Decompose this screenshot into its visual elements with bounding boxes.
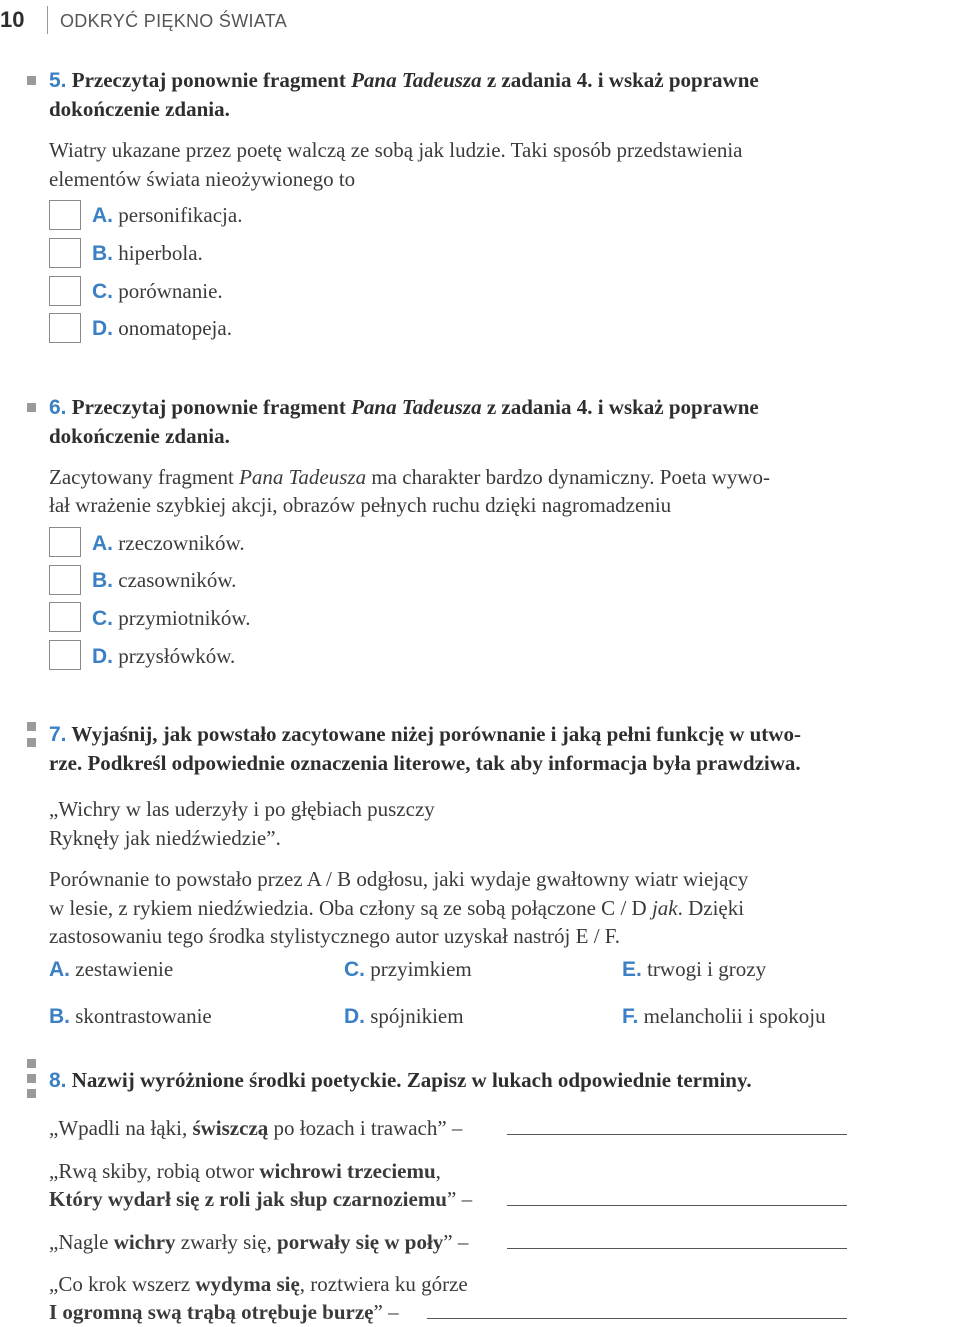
task6-instr-a: Przeczytaj ponownie fragment (71, 395, 352, 419)
task5-instruction-line2: dokończenie zdania. (49, 97, 230, 121)
task5-option-c: C. porównanie. (92, 279, 223, 303)
task7-choice-c[interactable]: C. przyimkiem (344, 957, 472, 981)
answer-line-3[interactable] (507, 1248, 847, 1249)
section-title: ODKRYĆ PIĘKNO ŚWIATA (60, 11, 288, 31)
task8-instr-text: Nazwij wyróżnione środki poetyckie. Zapisz w lukach odpowiednie terminy. (71, 1068, 752, 1092)
task8-quote4-line1: „Co krok wszerz wydyma się, roztwiera ku górze (49, 1272, 468, 1296)
task5-option-b: B. hiperbola. (92, 241, 203, 265)
task6-number: 6. (49, 396, 67, 419)
task7-choice-f[interactable]: F. melancholii i spokoju (622, 1004, 826, 1028)
task7-instr-line1-text: Wyjaśnij, jak powstało zacytowane niżej porównanie i jaką pełni funkcję w utwo- (71, 722, 801, 746)
task7-quote-line1: „Wichry w las uderzyły i po głębiach puszczy (49, 797, 435, 821)
task7-para-line3: zastosowaniu tego środka stylistycznego autor uzyskał nastrój E / F. (49, 924, 621, 948)
task5-instr-a: Przeczytaj ponownie fragment (71, 68, 352, 92)
task5-checkbox-d[interactable] (49, 313, 81, 343)
task5-option-a: A. personifikacja. (92, 203, 243, 227)
task6-option-c: C. przymiotników. (92, 606, 251, 630)
page-number: 10 (0, 7, 25, 32)
task6-body-line2: łał wrażenie szybkiej akcji, obrazów pełnych ruchu dzięki nagromadzeniu (49, 493, 672, 517)
task5-checkbox-b[interactable] (49, 238, 81, 268)
task6-instruction-line2: dokończenie zdania. (49, 424, 230, 448)
difficulty-marker (27, 1089, 36, 1098)
task7-instruction-line2: rze. Podkreśl odpowiednie oznaczenia literowe, tak aby informacja była prawdziwa. (49, 751, 801, 775)
task8-quote2-line1: „Rwą skiby, robią otwor wichrowi trzeciemu, (49, 1159, 441, 1183)
task5-number: 5. (49, 69, 67, 92)
task7-instruction-line1 (49, 720, 801, 749)
task7-choice-e[interactable]: E. trwogi i grozy (622, 957, 767, 981)
task7-para-line2: w lesie, z rykiem niedźwiedzia. Oba człony są ze sobą połączone C / D jak. Dzięki (49, 896, 745, 920)
header-divider (47, 6, 48, 34)
task5-option-d: D. onomatopeja. (92, 316, 232, 340)
task6-instruction-line1 (49, 393, 759, 422)
task6-checkbox-c[interactable] (49, 602, 81, 632)
task6-body-line1: Zacytowany fragment Pana Tadeusza ma charakter bardzo dynamiczny. Poeta wywo- (49, 465, 770, 489)
task6-option-b: B. czasowników. (92, 568, 237, 592)
task7-choice-a[interactable]: A. zestawienie (49, 957, 174, 981)
task5-instruction-line1 (49, 66, 759, 95)
task6-checkbox-d[interactable] (49, 640, 81, 670)
task8-quote3: „Nagle wichry zwarły się, porwały się w poły” – (49, 1230, 469, 1254)
task5-body-line1: Wiatry ukazane przez poetę walczą ze sobą jak ludzie. Taki sposób przedstawienia (49, 138, 743, 162)
task7-number: 7. (49, 723, 67, 746)
task5-checkbox-c[interactable] (49, 276, 81, 306)
task6-checkbox-b[interactable] (49, 565, 81, 595)
task7-choice-b[interactable]: B. skontrastowanie (49, 1004, 212, 1028)
task8-quote1: „Wpadli na łąki, świszczą po łozach i trawach” – (49, 1116, 463, 1140)
task5-instr-title: Pana Tadeusza (351, 68, 482, 92)
task6-instr-b: z zadania 4. i wskaż poprawne (481, 395, 759, 419)
task6-checkbox-a[interactable] (49, 527, 81, 557)
difficulty-marker (27, 1074, 36, 1083)
task6-option-d: D. przysłówków. (92, 644, 236, 668)
answer-line-4[interactable] (427, 1318, 847, 1319)
answer-line-1[interactable] (507, 1134, 847, 1135)
difficulty-marker (27, 722, 36, 731)
answer-line-2[interactable] (507, 1205, 847, 1206)
task8-quote4-line2: I ogromną swą trąbą otrębuje burzę” – (49, 1300, 399, 1324)
task8-quote2-line2: Który wydarł się z roli jak słup czarnoziemu” – (49, 1187, 473, 1211)
task7-choice-d[interactable]: D. spójnikiem (344, 1004, 464, 1028)
task6-option-a: A. rzeczowników. (92, 531, 245, 555)
task5-body-line2: elementów świata nieożywionego to (49, 167, 356, 191)
task5-checkbox-a[interactable] (49, 200, 81, 230)
task7-quote-line2: Ryknęły jak niedźwiedzie”. (49, 826, 281, 850)
task6-instr-title: Pana Tadeusza (351, 395, 482, 419)
difficulty-marker (27, 76, 36, 85)
difficulty-marker (27, 1059, 36, 1068)
task8-number: 8. (49, 1069, 67, 1092)
difficulty-marker (27, 403, 36, 412)
difficulty-marker (27, 738, 36, 747)
task7-para-line1: Porównanie to powstało przez A / B odgłosu, jaki wydaje gwałtowny wiatr wiejący (49, 867, 749, 891)
task5-instr-b: z zadania 4. i wskaż poprawne (481, 68, 759, 92)
task8-instruction (49, 1066, 752, 1095)
